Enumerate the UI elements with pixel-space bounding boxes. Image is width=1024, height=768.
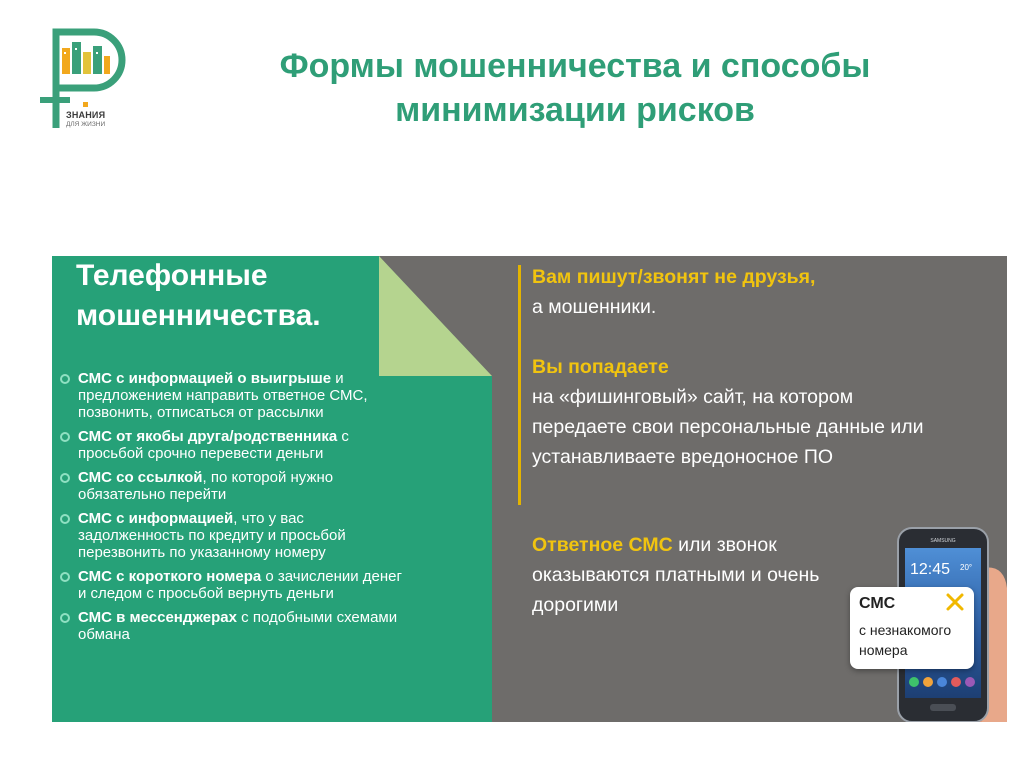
info-highlight: Ответное СМС [532, 534, 673, 556]
bullet-icon [60, 572, 70, 582]
list-item [58, 510, 403, 561]
item-text: с подобными схемами обмана [78, 609, 398, 643]
info-comma: , [810, 266, 816, 288]
list-item [58, 609, 403, 643]
info-text: а мошенники. [532, 296, 657, 318]
znaniya-logo [34, 28, 134, 132]
sms-text: с незнакомого номера [859, 622, 952, 658]
sms-title: СМС [859, 595, 896, 612]
item-text: о зачислении денег и следом с просьбой вернуть деньги [78, 568, 402, 602]
info-highlight: Вам пишут/звонят не друзья [532, 266, 811, 288]
item-text: , что у вас задолженность по кредиту и просьбой перезвонить по указанному номеру [78, 510, 346, 561]
info-block-1 [532, 262, 952, 322]
sms-notification-card[interactable] [850, 587, 974, 669]
item-bold: СМС в мессенджерах [78, 609, 237, 626]
list-item [58, 428, 403, 462]
item-bold: СМС с короткого номера [78, 568, 262, 585]
list-item [58, 469, 403, 503]
panel-heading [76, 256, 416, 336]
info-text: или звонок оказываются платными и очень дорогими [532, 534, 820, 616]
item-text: и предложением направить ответное СМС, позвонить, отписаться от рассылки [78, 370, 368, 421]
item-text: , по которой нужно обязательно перейти [78, 469, 334, 503]
sms-fraud-list [58, 370, 403, 650]
item-bold: СМС с информацией [78, 510, 234, 527]
bullet-icon [60, 374, 70, 384]
logo-subtitle: ДЛЯ ЖИЗНИ [66, 121, 106, 128]
page-title [175, 44, 975, 132]
item-bold: СМС с информацией о выигрыше [78, 370, 332, 387]
item-bold: СМС со ссылкой [78, 469, 203, 486]
item-text: с просьбой срочно перевести деньги [78, 428, 349, 462]
bullet-icon [60, 514, 70, 524]
bullet-icon [60, 473, 70, 483]
info-block-3 [532, 530, 892, 620]
page-title-line2: минимизации рисков [395, 91, 755, 129]
item-bold: СМС от якобы друга/родственника [78, 428, 338, 445]
panel-heading-line1: Телефонные [76, 259, 268, 292]
close-icon[interactable] [944, 591, 966, 613]
phone-clock: 12:45 [910, 561, 951, 578]
info-highlight: Вы попадаете [532, 356, 669, 378]
slide-content [52, 256, 1007, 722]
list-item [58, 568, 403, 602]
phone-brand: SAMSUNG [930, 538, 956, 544]
panel-heading-line2: мошенничества. [76, 299, 321, 332]
logo-word: ЗНАНИЯ [66, 110, 106, 120]
page-title-line1: Формы мошенничества и способы [279, 47, 871, 85]
yellow-divider [518, 265, 521, 505]
bullet-icon [60, 613, 70, 623]
info-text: на «фишинговый» сайт, на котором передаете свои персональные данные или устанавливаете вредоносное ПО [532, 386, 924, 468]
phone-temp: 20° [960, 563, 973, 572]
list-item [58, 370, 403, 421]
info-block-2 [532, 352, 952, 472]
bullet-icon [60, 432, 70, 442]
